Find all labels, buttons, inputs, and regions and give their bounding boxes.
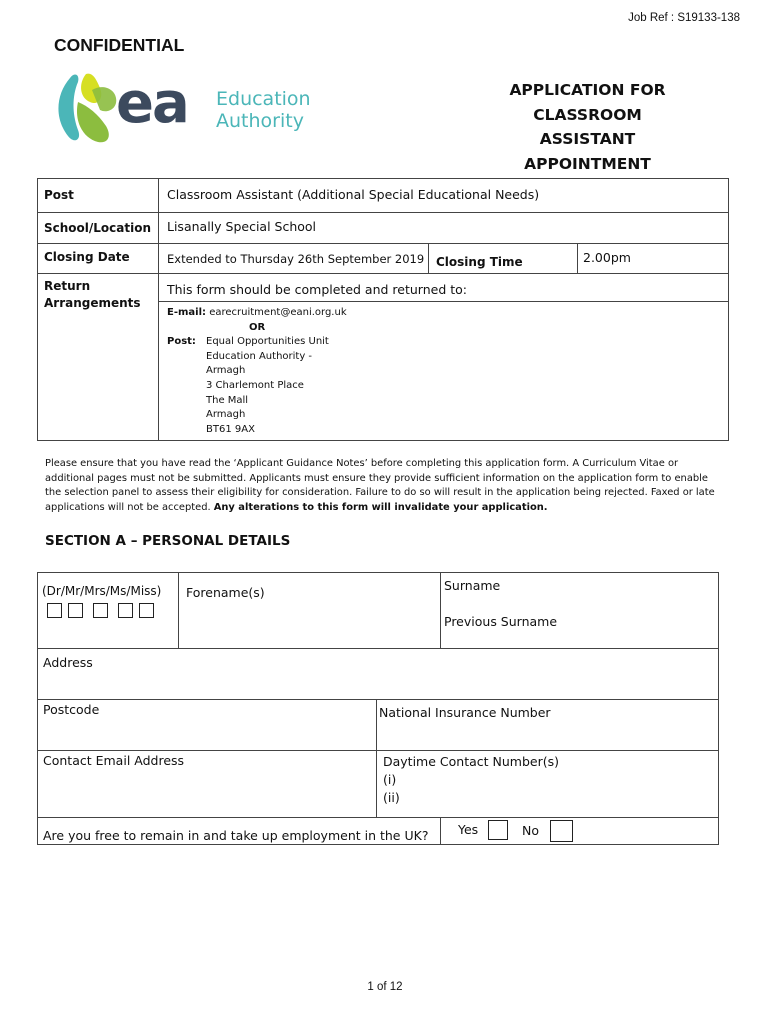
address-label: Address xyxy=(43,655,93,670)
notice-text: Please ensure that you have read the ‘Applicant Guidance Notes’ before completing this application form. A Curriculum Vitae or additional pages must not be submitted. Applicants must ensure they provide sufficient information on the application form to enable the selection panel to assess their eligibility for consideration. Failure to do so will result in the application being rejected. Faxed or late applications will not be accepted. xyxy=(45,458,715,513)
return-email[interactable]: earecruitment@eani.org.uk xyxy=(209,307,347,318)
return-address xyxy=(206,335,347,437)
address-line: The Mall xyxy=(206,394,249,406)
page-number: 1 of 12 xyxy=(367,981,403,993)
title-mr-checkbox[interactable] xyxy=(68,603,83,618)
closing-date-value: Extended to Thursday 26th September 2019 xyxy=(167,252,425,266)
notice-bold: Any alterations to this form will invalidate your application. xyxy=(213,501,548,513)
ni-number-label: National Insurance Number xyxy=(379,705,551,720)
section-a-heading: SECTION A – PERSONAL DETAILS xyxy=(45,533,291,549)
table-divider xyxy=(577,243,578,273)
closing-date-label: Closing Date xyxy=(44,250,130,264)
closing-time-label: Closing Time xyxy=(436,255,523,269)
form-title-line: APPLICATION FOR xyxy=(509,81,666,99)
yes-label: Yes xyxy=(458,822,479,837)
table-divider xyxy=(37,243,729,244)
uk-no-checkbox[interactable] xyxy=(550,820,573,842)
title-miss-checkbox[interactable] xyxy=(139,603,154,618)
school-value: Lisanally Special School xyxy=(167,219,317,234)
table-divider xyxy=(37,750,719,751)
table-divider xyxy=(158,301,729,302)
address-line: 3 Charlemont Place xyxy=(206,379,304,391)
table-divider xyxy=(440,817,441,845)
title-options-label: (Dr/Mr/Mrs/Ms/Miss) xyxy=(42,584,162,598)
daytime-contact-label: Daytime Contact Number(s) xyxy=(383,754,559,769)
table-divider xyxy=(440,572,441,648)
school-label: School/Location xyxy=(44,221,152,235)
guidance-notice xyxy=(45,457,720,515)
return-label-line: Arrangements xyxy=(44,296,141,310)
logo-text-line2: Authority xyxy=(216,110,304,132)
email-method-label: E-mail: xyxy=(167,307,207,318)
postcode-label: Postcode xyxy=(43,702,100,717)
form-title xyxy=(490,78,685,176)
address-line: Equal Opportunities Unit xyxy=(206,336,329,348)
daytime-contact-i: (i) xyxy=(383,772,397,787)
closing-time-value: 2.00pm xyxy=(583,250,631,265)
daytime-contact xyxy=(383,753,559,807)
no-label: No xyxy=(522,823,539,838)
table-divider xyxy=(37,273,729,274)
daytime-contact-ii: (ii) xyxy=(383,790,400,805)
contact-email-label: Contact Email Address xyxy=(43,753,185,768)
uk-yes-checkbox[interactable] xyxy=(488,820,508,840)
post-details-table xyxy=(37,178,729,441)
education-authority-logo xyxy=(48,66,328,148)
address-line: BT61 9AX xyxy=(206,423,255,435)
surname-label: Surname xyxy=(444,578,501,593)
table-divider xyxy=(37,648,719,649)
return-intro: This form should be completed and returned to: xyxy=(167,282,467,297)
title-dr-checkbox[interactable] xyxy=(47,603,62,618)
post-value: Classroom Assistant (Additional Special Educational Needs) xyxy=(167,187,540,202)
table-divider xyxy=(376,699,377,750)
form-title-line: CLASSROOM xyxy=(533,105,642,124)
title-ms-checkbox[interactable] xyxy=(118,603,133,618)
logo-letters: ea xyxy=(116,71,188,136)
return-arrangements-label xyxy=(44,278,141,312)
confidential-label: CONFIDENTIAL xyxy=(54,35,185,55)
job-reference: Job Ref : S19133-138 xyxy=(628,12,740,24)
table-divider xyxy=(37,817,719,818)
table-divider xyxy=(37,212,729,213)
address-line: Education Authority - Armagh xyxy=(206,350,313,377)
return-label-line: Return xyxy=(44,279,91,293)
table-divider xyxy=(37,699,719,700)
or-label: OR xyxy=(249,321,266,333)
address-line: Armagh xyxy=(206,409,246,421)
table-divider xyxy=(428,243,429,273)
logo-text-line1: Education xyxy=(216,88,311,110)
return-details xyxy=(167,306,347,435)
uk-employment-question: Are you free to remain in and take up employment in the UK? xyxy=(43,828,429,843)
forename-label: Forename(s) xyxy=(186,585,265,600)
form-title-line: APPOINTMENT xyxy=(524,154,651,173)
post-label: Post xyxy=(44,188,74,202)
table-divider xyxy=(178,572,179,648)
title-checkboxes xyxy=(47,600,160,619)
table-divider xyxy=(376,750,377,817)
form-title-line: ASSISTANT xyxy=(539,130,636,148)
table-divider xyxy=(158,178,159,441)
previous-surname-label: Previous Surname xyxy=(444,614,558,629)
title-mrs-checkbox[interactable] xyxy=(93,603,108,618)
post-method-label: Post: xyxy=(167,336,196,348)
